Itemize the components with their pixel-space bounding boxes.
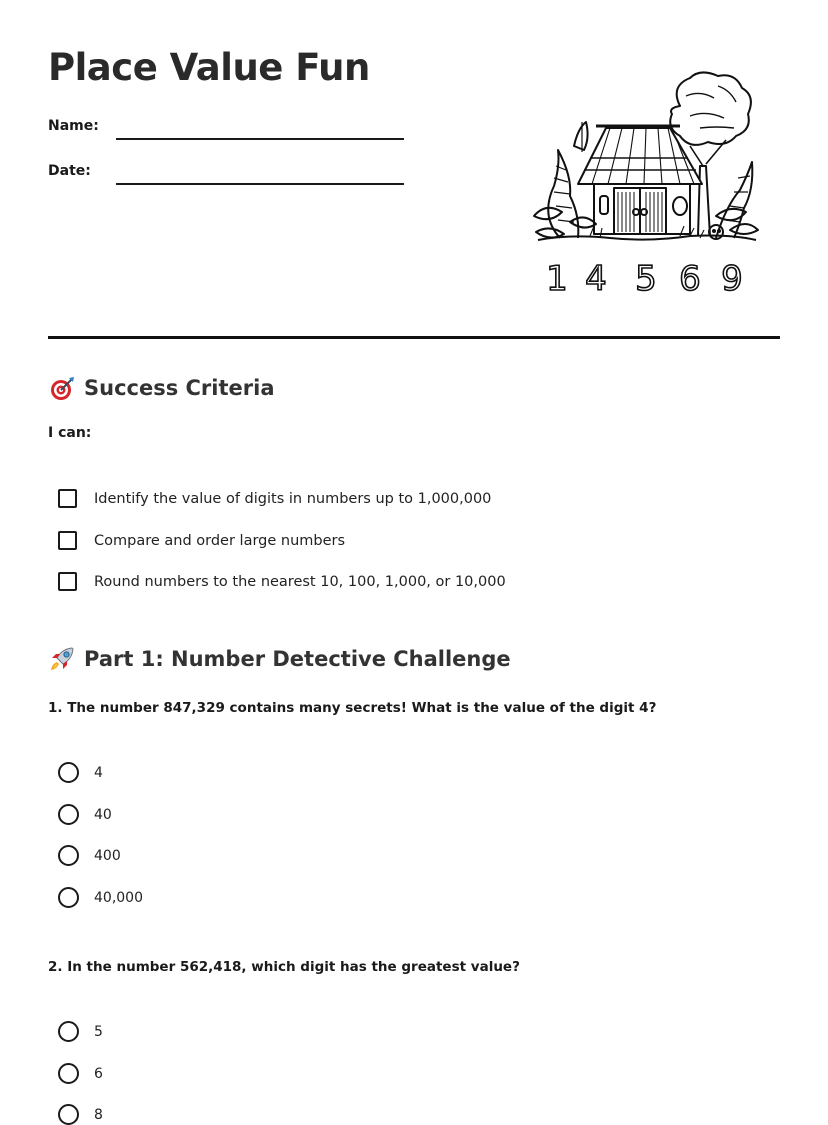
criteria-item[interactable] [58,572,506,591]
criteria-item-label: Compare and order large numbers [94,532,346,549]
criteria-intro: I can: [48,425,92,441]
date-label: Date: [48,163,91,179]
answer-option-label: 4 [94,764,103,781]
answer-option[interactable] [58,845,121,866]
tiki-hut-illustration [530,66,760,298]
answer-option-label: 40,000 [94,889,143,906]
header-divider [48,336,780,339]
criteria-item-label: Round numbers to the nearest 10, 100, 1,000, or 10,000 [94,573,506,590]
criteria-checkbox[interactable] [58,489,77,508]
criteria-item[interactable] [58,489,491,508]
answer-option[interactable] [58,1021,103,1042]
success-criteria-heading [48,374,275,402]
question-1-text: 1. The number 847,329 contains many secrets! What is the value of the digit 4? [48,700,657,716]
part1-title: Part 1: Number Detective Challenge [84,647,511,671]
question-2-text: 2. In the number 562,418, which digit has the greatest value? [48,959,520,975]
answer-option-label: 40 [94,806,112,823]
worksheet-page [48,0,780,1123]
criteria-item-label: Identify the value of digits in numbers up to 1,000,000 [94,490,492,507]
answer-option-label: 8 [94,1106,103,1123]
answer-option[interactable] [58,1063,103,1084]
answer-option[interactable] [58,762,103,783]
part1-heading [48,645,511,673]
rocket-icon [48,645,76,673]
answer-option-label: 6 [94,1065,103,1082]
answer-option[interactable] [58,1104,103,1125]
name-label: Name: [48,118,99,134]
illustration-digit-1: 1 [546,259,568,298]
illustration-digit-4: 4 [585,259,607,298]
illustration-digit-5: 5 [635,259,657,298]
criteria-checkbox[interactable] [58,531,77,550]
illustration-digit-9: 9 [721,259,743,298]
answer-option-label: 5 [94,1023,103,1040]
date-field[interactable] [116,183,404,185]
radio-button[interactable] [58,804,79,825]
radio-button[interactable] [58,1021,79,1042]
name-field[interactable] [116,138,404,140]
success-criteria-title: Success Criteria [84,376,275,400]
answer-option[interactable] [58,887,143,908]
illustration-digit-6: 6 [679,259,701,298]
criteria-checkbox[interactable] [58,572,77,591]
radio-button[interactable] [58,887,79,908]
radio-button[interactable] [58,1104,79,1125]
target-dart-icon [48,374,76,402]
worksheet-title: Place Value Fun [48,46,370,89]
radio-button[interactable] [58,762,79,783]
radio-button[interactable] [58,1063,79,1084]
criteria-item[interactable] [58,531,345,550]
answer-option-label: 400 [94,847,121,864]
answer-option[interactable] [58,804,112,825]
radio-button[interactable] [58,845,79,866]
